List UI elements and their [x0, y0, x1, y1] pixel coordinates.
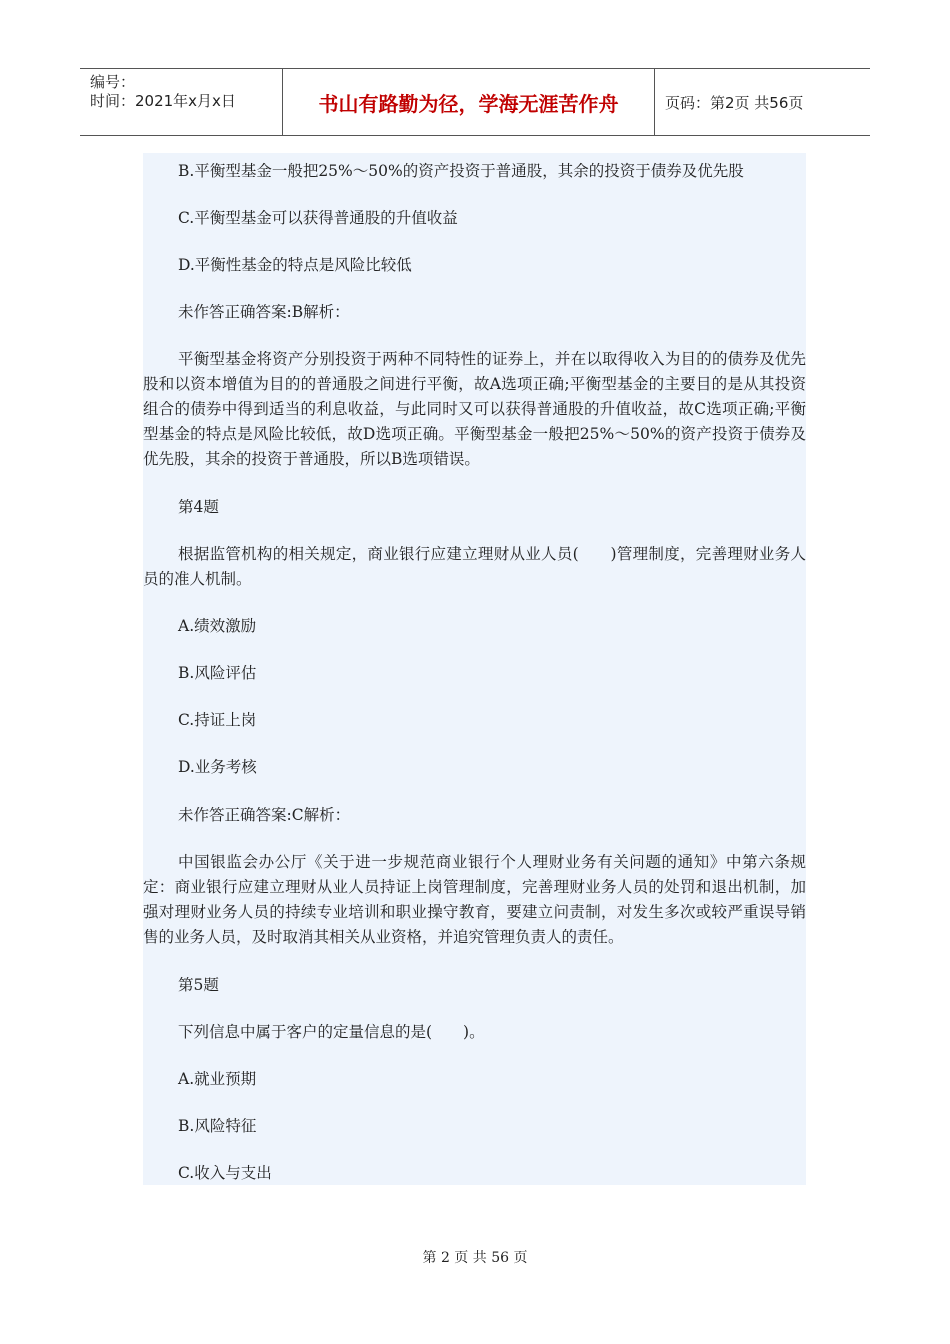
page-code: 页码：第2页 共56页 — [665, 93, 804, 112]
document-body — [143, 153, 806, 1185]
q5-option-b: B.风险特征 — [178, 1117, 257, 1135]
q4-title: 第4题 — [178, 498, 219, 516]
page-footer: 第 2 页 共 56 页 — [422, 1250, 528, 1266]
q4-option-d: D.业务考核 — [178, 758, 257, 776]
q4-option-a: A.绩效激励 — [178, 617, 257, 635]
number-label: 编号： — [90, 73, 136, 91]
page-header — [80, 68, 870, 136]
q4-explanation: 中国银监会办公厅《关于进一步规范商业银行个人理财业务有关问题的通知》中第六条规定：商业银行应建立理财从业人员持证上岗管理制度，完善理财业务人员的处罚和退出机制，加强对理财业务人员的持续专业培训和职业操守教育，要建立问责制，对发生多次或较严重误导销售的业务人员，及时取消其相关从业资格，并追究管理负责人的责任。 — [143, 853, 806, 946]
q4-question: 根据监管机构的相关规定，商业银行应建立理财从业人员( )管理制度，完善理财业务人员的准人机制。 — [143, 545, 806, 588]
q4-answer: 未作答正确答案:C解析： — [178, 806, 351, 824]
q4-option-b: B.风险评估 — [178, 664, 257, 682]
header-left-cell — [80, 69, 282, 135]
time-label: 时间：2021年x月x日 — [90, 92, 236, 110]
q3-option-d: D.平衡性基金的特点是风险比较低 — [178, 256, 412, 274]
q3-option-c: C.平衡型基金可以获得普通股的升值收益 — [178, 209, 458, 227]
q4-option-c: C.持证上岗 — [178, 711, 257, 729]
q5-option-a: A.就业预期 — [178, 1070, 257, 1088]
q3-answer: 未作答正确答案:B解析： — [178, 303, 350, 321]
q3-option-b: B.平衡型基金一般把25%～50%的资产投资于普通股，其余的投资于债券及优先股 — [178, 162, 744, 180]
motto: 书山有路勤为径，学海无涯苦作舟 — [282, 69, 655, 135]
q5-option-c: C.收入与支出 — [178, 1164, 272, 1182]
q3-explanation: 平衡型基金将资产分别投资于两种不同特性的证券上，并在以取得收入为目的的债券及优先股和以资本增值为目的的普通股之间进行平衡，故A选项正确;平衡型基金的主要目的是从其投资组合的债券中得到适当的利息收益，与此同时又可以获得普通股的升值收益，故C选项正确;平衡型基金的特点是风险比较低，故D选项正确。平衡型基金一般把25%～50%的资产投资于债券及优先股，其余的投资于普通股，所以B选项错误。 — [143, 350, 806, 468]
q5-title: 第5题 — [178, 976, 219, 994]
q5-question: 下列信息中属于客户的定量信息的是( )。 — [178, 1023, 485, 1041]
